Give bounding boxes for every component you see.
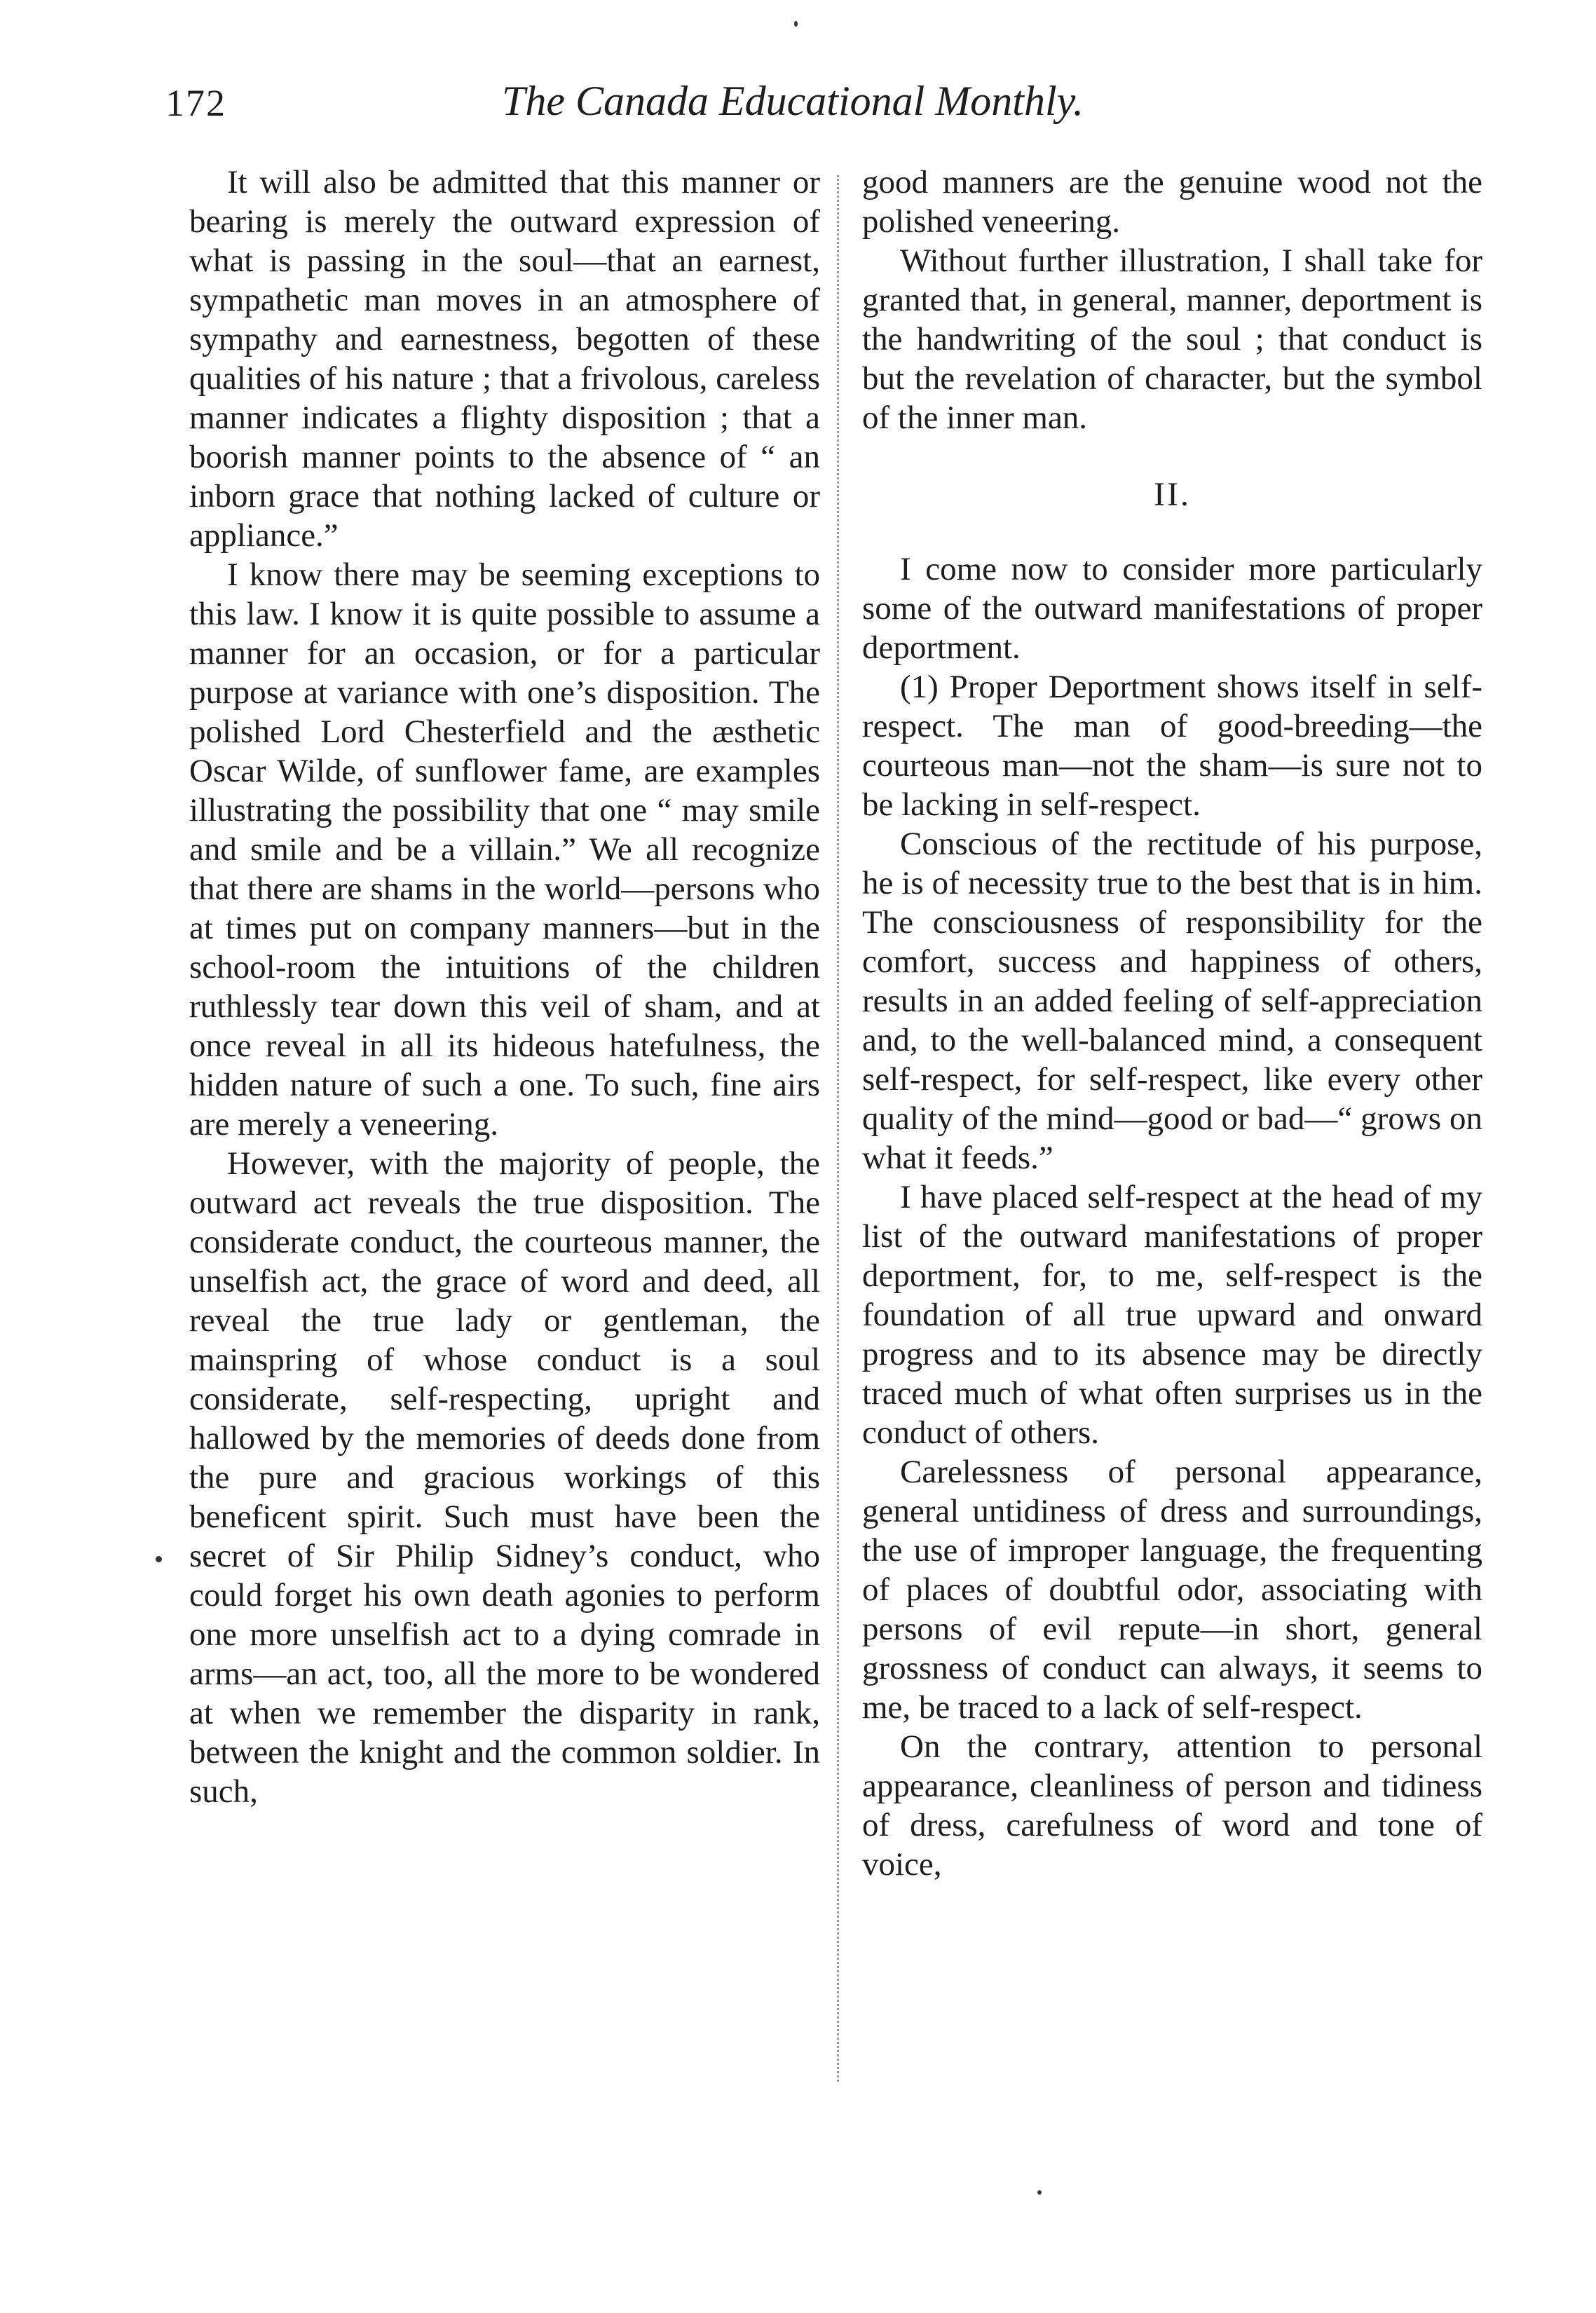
- page-number: 172: [165, 82, 226, 124]
- page-header: [165, 69, 1483, 146]
- left-column: [189, 163, 820, 1811]
- paragraph: I know there may be seeming exceptions to this law. I know it is quite possible to assume a manner for an occasion, or for a particular purpose at variance with one’s disposition. The polished Lord Chesterfield and the æsthetic Oscar Wilde, of sunflower fame, are examples illustrating the possibility that one “ may smile and smile and be a villain.” We all recognize that there are shams in the world—persons who at times put on company manners—but in the school-room the intuitions of the children ruthlessly tear down this veil of sham, and at once reveal in all its hideous hatefulness, the hidden nature of such a one. To such, fine airs are merely a veneering.: [189, 557, 820, 1142]
- print-speck: [1037, 2190, 1042, 2195]
- paragraph: good manners are the genuine wood not the polished veneering.: [862, 164, 1482, 240]
- paragraph: (1) Proper Deportment shows itself in self-respect. The man of good-breeding—the courteous man—not the sham—is sure not to be lacking in self-respect.: [862, 669, 1482, 823]
- paragraph: Carelessness of personal appearance, general untidiness of dress and surroundings, the use of improper language, the frequenting of places of doubtful odor, associating with persons of evil repute—in short, general grossness of conduct can always, it seems to me, be traced to a lack of self-respect.: [862, 1454, 1482, 1726]
- paragraph: Without further illustration, I shall take for granted that, in general, manner, deportment is the handwriting of the soul ; that conduct is but the revelation of character, but the symbol of the inner man.: [862, 243, 1482, 436]
- paragraph: However, with the majority of people, the outward act reveals the true disposition. The considerate conduct, the courteous manner, the unselfish act, the grace of word and deed, all reveal the true lady or gentleman, the mainspring of whose conduct is a soul considerate, self-respecting, upright and hallowed by the memories of deeds done from the pure and gracious workings of this beneficent spirit. Such must have been the secret of Sir Philip Sidney’s conduct, who could forget his own death agonies to perform one more unselfish act to a dying comrade in arms—an act, too, all the more to be wondered at when we remember the disparity in rank, between the knight and the common soldier. In such,: [189, 1145, 820, 1810]
- paragraph: On the contrary, attention to personal appearance, cleanliness of person and tidiness of dress, carefulness of word and tone of voice,: [862, 1728, 1482, 1883]
- print-speck: [156, 1556, 162, 1562]
- right-column: [862, 163, 1482, 1884]
- paragraph: I come now to consider more particularly some of the outward manifestations of proper deportment.: [862, 551, 1482, 666]
- paragraph: I have placed self-respect at the head of my list of the outward manifestations of proper deportment, for, to me, self-respect is the foundation of all true upward and onward progress and to its absence may be directly traced much of what often surprises us in the conduct of others.: [862, 1179, 1482, 1451]
- print-speck: [794, 21, 798, 27]
- paragraph: Conscious of the rectitude of his purpose, he is of necessity true to the best that is in him. The consciousness of responsibility for the comfort, success and happiness of others, results in an added feeling of self-appreciation and, to the well-balanced mind, a consequent self-respect, for self-respect, like every other quality of the mind—good or bad—“ grows on what it feeds.”: [862, 826, 1482, 1176]
- column-divider: [837, 175, 839, 2082]
- paragraph: It will also be admitted that this manner or bearing is merely the outward expression of what is passing in the soul—that an earnest, sympathetic man moves in an atmosphere of sympathy and earnestness, begotten of these qualities of his nature ; that a frivolous, careless manner indicates a flighty disposition ; that a boorish manner points to the absence of “ an inborn grace that nothing lacked of culture or appliance.”: [189, 164, 820, 554]
- running-title: The Canada Educational Monthly.: [502, 78, 1084, 124]
- section-heading: II.: [1154, 476, 1191, 513]
